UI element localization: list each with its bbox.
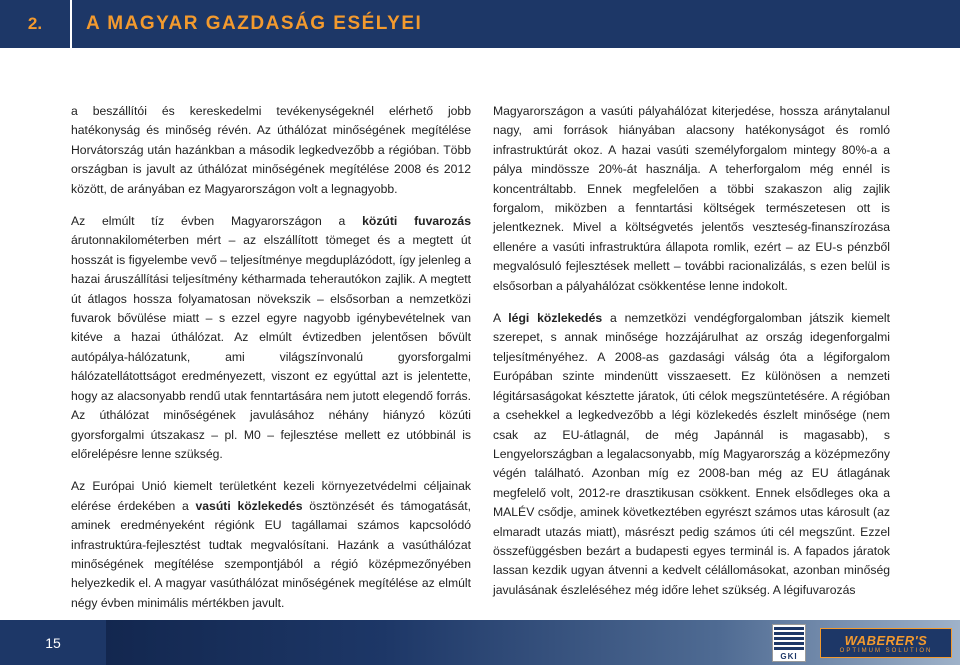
left-text-column (71, 102, 471, 613)
right-paragraph-2: A légi közlekedés a nemzetközi vendégforgalomban játszik kiemelt szerepet, s annak minősége hozzájárulhat az ország idegenforgalmi teljesítményéhez. A 2008-as gazdasági válság óta a légiforgalom Európában szinte mindenütt visszaesett. Ez különösen a nemzeti légitársaságokat késztette járatok, úti célok megszüntetésére. A régióban a csehekkel a legkedvezőbb a légi közlekedés észlelt minősége (nem csak az EU-átlagnál, de még Japánnál is magasabb), s Lengyelországban a legalacsonyabb, míg Magyarország a középmezőny végén található. Azonban míg ez 2008-ban még az EU átlagának megfelelő volt, 2012-re drasztikusan csökkent. Ennek elsődleges oka a MALÉV csődje, aminek következtében egyrészt számos utas károsult (az elmaradt utazás miatt), másrészt pedig számos úti cél megszűnt. Ezzel összefüggésben bezárt a budapesti egyes terminál is. A fapados járatok lassan kezdik ugyan átvenni a kedvelt célállomásokat, azonban minőség javulásának észleléséhez még időre lehet szükség. A légifuvarozás (493, 311, 890, 597)
keyword-vasuti-kozlekedes: vasúti közlekedés (195, 498, 303, 513)
left-paragraph-3: Az Európai Unió kiemelt területként kezeli környezetvédelmi céljainak elérése érdekében a vasúti közlekedés ösztönzését és támogatását, aminek eredményeként régiónk EU tagállamai számos kapcsolódó infrastruktúra-fejlesztést tudtak megvalósítani. Hazánk a vasúthálózat minőségének megítélése szempontjából a régió középmezőnyében helyezkedik el. A magyar vasúthálózat minőségének megítélése az elmúlt négy évben minimális mértékben javult. (71, 479, 471, 610)
page-number-box (0, 620, 106, 665)
keyword-kozuti-fuvarozas: közúti fuvarozás (362, 214, 471, 229)
right-paragraph-1: Magyarországon a vasúti pályahálózat kiterjedése, hossza aránytalanul nagy, ami források hiányában alacsony hatékonyságot és romló infrastruktúrát okoz. A hazai vasúti személyforgalom mintegy 80%-a a pálya mindössze 20%-át használja. A teherforgalom még ennél is koncentráltabb. Ennek megfelelően a többi szakaszon alig zajlik forgalom, miközben a fenntartási költségek természetesen ott is jelentkeznek. Mivel a költségvetés jelentős veszteség-finanszírozása ellenére a vasúti infrastruktúra állapota romlik, ezért – az EU-s pénzből megvalósuló fejlesztések mellett – további racionalizálás, s ezen belül is elsősorban a pályahálózat csökkentése lenne indokolt. (493, 104, 890, 293)
waberers-logo-subtitle: OPTIMUM SOLUTION (839, 647, 933, 654)
waberers-logo (820, 628, 952, 658)
gki-logo-text: GKI (780, 652, 798, 661)
left-paragraph-2: Az elmúlt tíz évben Magyarországon a közúti fuvarozás árutonnakilométerben mért – az elszállított tömeget és a megtett út hosszát is figyelembe vevő – teljesítménye megduplázódott, így jelenleg a hazai áruszállítási teljesítmény kétharmada teherautókon zajlik. A megtett út átlagos hossza folyamatosan növekszik – elsősorban a nemzetközi fuvarok bővülése miatt – s ezzel egyre nagyobb igénybevételnek van kitéve a hazai úthálózat. Az elmúlt évtizedben jelentősen bővült autópálya-hálózatunk, ami világszínvonalú gyorsforgalmi hálózatellátottságot eredményezett, viszont ez egyúttal azt is jelentette, hogy az alacsonyabb rendű utak fenntartására nem jutott elegendő forrás. Az úthálózat minőségének javulásához néhány hiányzó közúti gyorsforgalmi útszakasz – pl. M0 – fejlesztése mellett ez utóbbinál is előrelépésre lenne szükség. (71, 214, 471, 461)
chapter-number-box (0, 0, 72, 48)
waberers-logo-text: WABERER'S (844, 632, 928, 648)
keyword-legi-kozlekedes: légi közlekedés (508, 311, 603, 326)
page-footer (0, 620, 960, 665)
chapter-number: 2. (27, 14, 43, 33)
page-number: 15 (45, 634, 61, 651)
left-paragraph-1: a beszállítói és kereskedelmi tevékenységeknél elérhető jobb hatékonyság és minőség révén. Az úthálózat minőségének megítélése Horvátország után hazánkban a második legkedvezőbb a régióban. Több országban is javult az úthálózat minőségének megítélése 2008 és 2012 között, de arányában ez Magyarországon volt a legnagyobb. (71, 104, 471, 196)
gki-logo-mark-icon (774, 627, 804, 651)
gki-logo (772, 624, 806, 662)
chapter-title: A MAGYAR GAZDASÁG ESÉLYEI (86, 13, 423, 34)
right-text-column (493, 102, 890, 600)
